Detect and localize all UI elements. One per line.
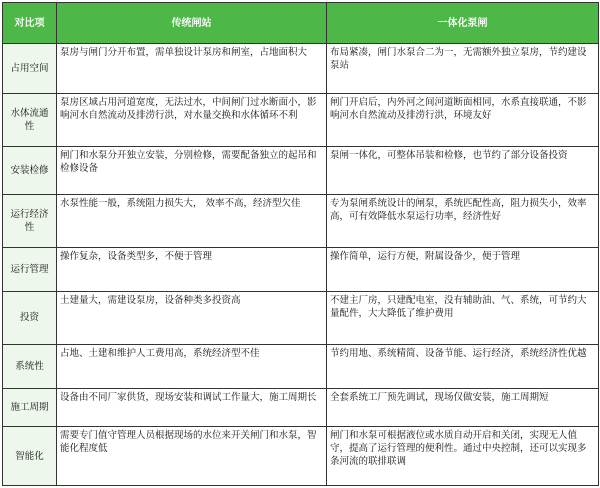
header-comparison-item: 对比项 [3, 3, 57, 44]
header-traditional-station: 传统闸站 [57, 3, 327, 44]
header-integrated-pump-gate: 一体化泵闸 [327, 3, 599, 44]
traditional-cell: 需要专门值守管理人员根据现场的水位来开关闸门和水泵，智能化程度低 [57, 427, 327, 486]
table-header [3, 3, 599, 44]
integrated-cell: 全套系统工厂预先调试，现场仅做安装，施工周期短 [327, 389, 599, 427]
integrated-cell: 操作简单，运行方便，附属设备少，便于管理 [327, 247, 599, 291]
row-label: 智能化 [3, 427, 57, 486]
traditional-cell: 闸门和水泵分开独立安装，分别检修，需要配备独立的起吊和检修设备 [57, 146, 327, 194]
traditional-cell: 土建量大，需建设泵房，设备种类多投资高 [57, 292, 327, 344]
row-label: 运行经济性 [3, 195, 57, 247]
traditional-cell: 操作复杂，设备类型多，不便于管理 [57, 247, 327, 291]
row-label: 运行管理 [3, 247, 57, 291]
integrated-cell: 泵闸一体化，可整体吊装和检修，也节约了部分设备投资 [327, 146, 599, 194]
row-label: 安装检修 [3, 146, 57, 194]
row-label: 水体流通性 [3, 94, 57, 146]
comparison-table [2, 2, 599, 486]
table-row [3, 94, 599, 146]
header-row [3, 3, 599, 44]
integrated-cell: 布局紧凑，闸门水泵合二为一，无需额外独立泵房，节约建设泵站 [327, 44, 599, 94]
row-label: 系统性 [3, 344, 57, 388]
traditional-cell: 泵房区域占用河道宽度，无法过水，中间闸门过水断面小，影响河水自然流动及排涝行洪，对水量交换和水体循环不利 [57, 94, 327, 146]
row-label: 占用空间 [3, 44, 57, 94]
traditional-cell: 泵房与闸门分开布置，需单独设计泵房和闸室，占地面积大 [57, 44, 327, 94]
table-row [3, 292, 599, 344]
traditional-cell: 水泵性能一般，系统阻力损失大， 效率不高，经济型欠佳 [57, 195, 327, 247]
table-row [3, 427, 599, 486]
table-row [3, 195, 599, 247]
table-row [3, 146, 599, 194]
row-label: 施工周期 [3, 389, 57, 427]
integrated-cell: 不建主厂房，只建配电室，没有辅助油、气、系统，可节约大量配件，大大降低了维护费用 [327, 292, 599, 344]
table-row [3, 344, 599, 388]
table-row [3, 44, 599, 94]
integrated-cell: 闸门开启后，内外河之间河道断面相同，水系直接联通，不影响河水自然流动及排涝行洪，环境友好 [327, 94, 599, 146]
traditional-cell: 占地、土建和维护人工费用高，系统经济型不佳 [57, 344, 327, 388]
integrated-cell: 闸门和水泵可根据液位或水质自动开启和关闭，实现无人值守，提高了运行管理的便利性。通过中央控制，还可以实现多条河流的联排联调 [327, 427, 599, 486]
traditional-cell: 设备由不同厂家供货，现场安装和调试工作量大，施工周期长 [57, 389, 327, 427]
row-label: 投资 [3, 292, 57, 344]
table-row [3, 247, 599, 291]
table-row [3, 389, 599, 427]
integrated-cell: 专为泵闸系统设计的闸泵，系统匹配性高，阻力损失小，效率高，可有效降低水泵运行功率，经济性好 [327, 195, 599, 247]
integrated-cell: 节约用地、系统精简、设备节能、运行经济，系统经济性优越 [327, 344, 599, 388]
table-body [3, 44, 599, 486]
